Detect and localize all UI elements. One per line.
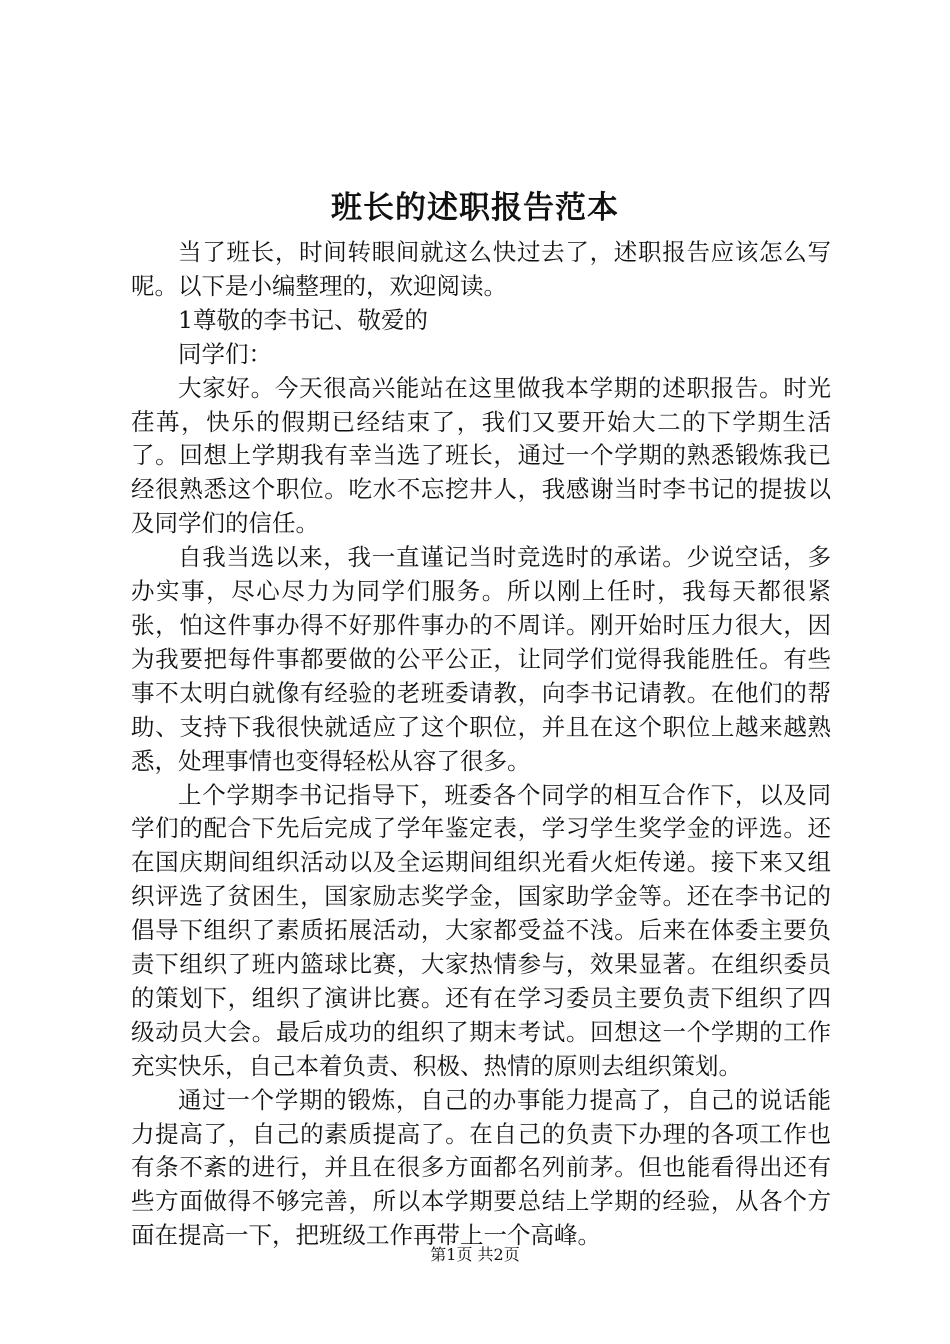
- paragraph-greeting: 大家好。今天很高兴能站在这里做我本学期的述职报告。时光荏苒，快乐的假期已经结束了，我们又要开始大二的下学期生活了。回想上学期我有幸当选了班长，通过一个学期的熟悉锻炼我已经很熟悉这个职位。吃水不忘挖井人，我感谢当时李书记的提拔以及同学们的信任。: [131, 373, 831, 538]
- paragraph-salutation-cont: 同学们：: [178, 339, 272, 368]
- paragraph-since-elected: 自我当选以来，我一直谨记当时竞选时的承诺。少说空话，多办实事，尽心尽力为同学们服务。所以刚上任时，我每天都很紧张，怕这件事办得不好那件事办的不周详。刚开始时压力很大，因为我要把每件事都要做的公平公正，让同学们觉得我能胜任。有些事不太明白就像有经验的老班委请教，向李书记请教。在他们的帮助、支持下我很快就适应了这个职位，并且在这个职位上越来越熟悉，处理事情也变得轻松从容了很多。: [131, 543, 831, 775]
- paragraph-salutation: 1尊敬的李书记、敬爱的: [178, 305, 428, 334]
- paragraph-summary: 通过一个学期的锻炼，自己的办事能力提高了，自己的说话能力提高了，自己的素质提高了。在自己的负责下办理的各项工作也有条不紊的进行，并且在很多方面都名列前茅。但也能看得出还有些方面做得不够完善，所以本学期要总结上学期的经验，从各个方面在提高一下，把班级工作再带上一个高峰。: [131, 1085, 831, 1250]
- page-footer: 第1页 共2页: [430, 1245, 520, 1264]
- paragraph-intro: 当了班长，时间转眼间就这么快过去了，述职报告应该怎么写呢。以下是小编整理的，欢迎阅读。: [131, 238, 831, 300]
- document-title: 班长的述职报告范本: [331, 190, 619, 226]
- document-body: [131, 236, 831, 1253]
- paragraph-last-semester: 上个学期李书记指导下，班委各个同学的相互合作下，以及同学们的配合下先后完成了学年鉴定表，学习学生奖学金的评选。还在国庆期间组织活动以及全运期间组织光看火炬传递。接下来又组织评选了贫困生，国家励志奖学金，国家助学金等。还在李书记的倡导下组织了素质拓展活动，大家都受益不浅。后来在体委主要负责下组织了班内篮球比赛，大家热情参与，效果显著。在组织委员的策划下，组织了演讲比赛。还有在学习委员主要负责下组织了四级动员大会。最后成功的组织了期末考试。回想这一个学期的工作充实快乐，自己本着负责、积极、热情的原则去组织策划。: [131, 780, 831, 1080]
